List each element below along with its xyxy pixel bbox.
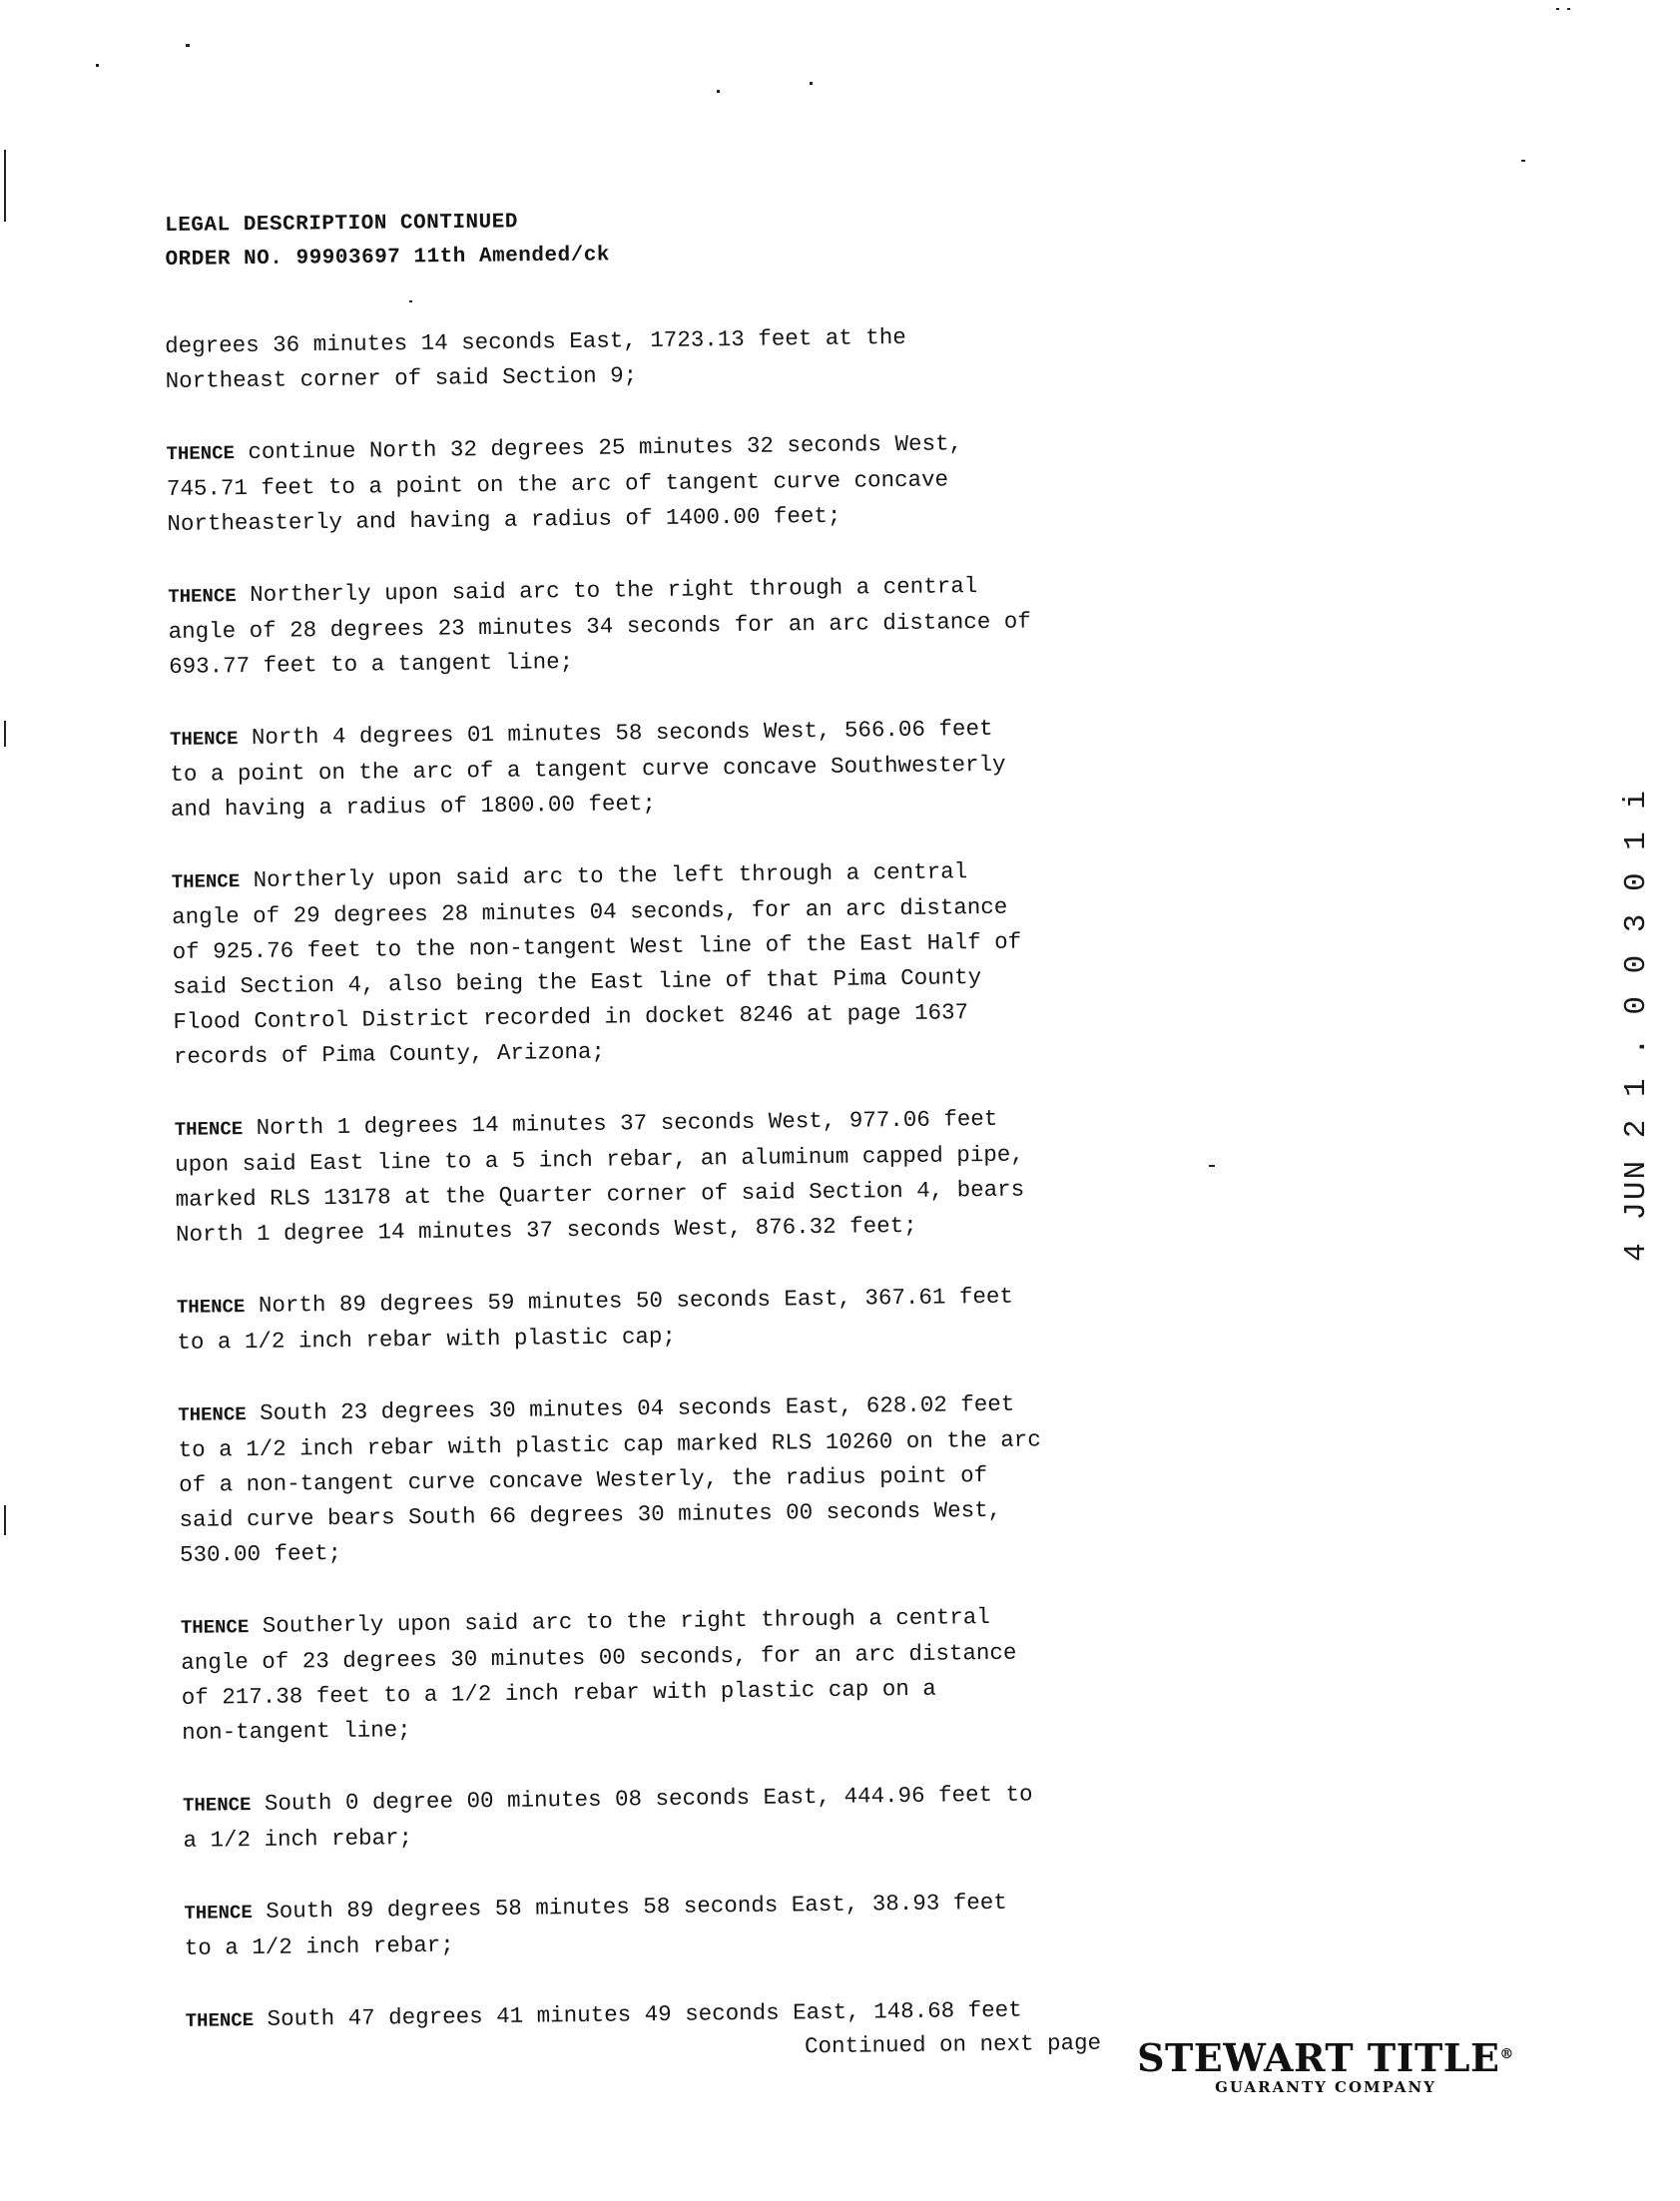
scan-speck bbox=[186, 44, 190, 47]
text-line: and having a radius of 1800.00 feet; bbox=[170, 791, 657, 823]
paragraph bbox=[166, 423, 1225, 542]
registered-mark: ® bbox=[1499, 2046, 1514, 2062]
text-line: said Section 4, also being the East line of that Pima County bbox=[172, 964, 982, 1000]
text-line: Flood Control District recorded in docket 8246 at page 1637 bbox=[173, 999, 969, 1035]
paragraph bbox=[184, 1883, 1243, 1966]
thence-keyword: THENCE bbox=[185, 2009, 255, 2032]
thence-keyword: THENCE bbox=[176, 1296, 246, 1319]
scan-speck bbox=[717, 90, 720, 93]
logo-name bbox=[1116, 2036, 1535, 2080]
text-line: said curve bears South 66 degrees 30 minutes 00 seconds West, bbox=[179, 1496, 1002, 1533]
paragraph bbox=[168, 566, 1227, 685]
text-line: angle of 23 degrees 30 minutes 00 seconds, for an arc distance bbox=[181, 1639, 1017, 1676]
text-line: of 217.38 feet to a 1/2 inch rebar with plastic cap on a bbox=[181, 1675, 936, 1711]
recording-stamp: 4 JUN 2 1 . 0 0 3 0 1 i bbox=[1619, 789, 1654, 1262]
thence-keyword: THENCE bbox=[178, 1403, 247, 1426]
text-line: to a point on the arc of a tangent curve concave Southwesterly bbox=[170, 751, 1006, 788]
line-text: South 47 degrees 41 minutes 49 seconds East, 148.68 feet bbox=[253, 1996, 1022, 2033]
line-text: North 4 degrees 01 minutes 58 seconds West, 566.06 feet bbox=[238, 715, 993, 752]
margin-line bbox=[4, 150, 6, 222]
text-line: marked RLS 13178 at the Quarter corner of said Section 4, bears bbox=[175, 1176, 1025, 1213]
text-line: 530.00 feet; bbox=[179, 1539, 342, 1568]
line-text: South 0 degree 00 minutes 08 seconds East, 444.96 feet to bbox=[251, 1781, 1033, 1818]
continued-note: Continued on next page bbox=[804, 2029, 1102, 2060]
legal-description-body bbox=[165, 316, 1244, 2072]
thence-keyword: THENCE bbox=[168, 585, 237, 608]
line-text: North 1 degrees 14 minutes 37 seconds West, 977.06 feet bbox=[243, 1105, 998, 1142]
text-line: angle of 29 degrees 28 minutes 04 seconds, for an arc distance bbox=[172, 893, 1008, 930]
paragraph bbox=[177, 1277, 1236, 1361]
text-line: 693.77 feet to a tangent line; bbox=[168, 649, 574, 680]
text-line: North 1 degree 14 minutes 37 seconds West, 876.32 feet; bbox=[175, 1212, 917, 1248]
paragraph bbox=[185, 1990, 1244, 2072]
line-text: South 23 degrees 30 minutes 04 seconds East, 628.02 feet bbox=[246, 1390, 1015, 1427]
company-logo bbox=[1116, 2036, 1535, 2096]
thence-keyword: THENCE bbox=[180, 1616, 250, 1639]
line-text: Northerly upon said arc to the left through a central bbox=[240, 858, 968, 894]
scan-speck bbox=[1567, 8, 1570, 10]
paragraph bbox=[181, 1597, 1241, 1751]
margin-line bbox=[4, 1505, 6, 1535]
text-line: of 925.76 feet to the non-tangent West line of the East Half of bbox=[172, 928, 1022, 965]
paragraph bbox=[170, 709, 1229, 827]
text-line: to a 1/2 inch rebar with plastic cap; bbox=[177, 1323, 677, 1356]
line-text: Northerly upon said arc to the right through a central bbox=[236, 573, 978, 609]
paragraph bbox=[165, 316, 1224, 399]
thence-keyword: THENCE bbox=[166, 442, 236, 465]
paragraph bbox=[175, 1099, 1235, 1253]
text-line: 745.71 feet to a point on the arc of tangent curve concave bbox=[166, 466, 949, 502]
text-line: angle of 28 degrees 23 minutes 34 seconds for an arc distance of bbox=[168, 608, 1031, 645]
text-line: to a 1/2 inch rebar; bbox=[184, 1931, 455, 1961]
line-text: continue North 32 degrees 25 minutes 32 seconds West, bbox=[234, 430, 963, 466]
header-title: LEGAL DESCRIPTION CONTINUED bbox=[165, 211, 519, 238]
line-text: South 89 degrees 58 minutes 58 seconds East, 38.93 feet bbox=[252, 1889, 1008, 1926]
document-header bbox=[165, 205, 610, 277]
text-line: Northeasterly and having a radius of 1400.00 feet; bbox=[167, 502, 841, 537]
text-line: to a 1/2 inch rebar with plastic cap marked RLS 10260 on the arc bbox=[178, 1426, 1041, 1463]
scan-speck bbox=[1556, 8, 1559, 10]
thence-keyword: THENCE bbox=[182, 1794, 252, 1817]
thence-keyword: THENCE bbox=[184, 1902, 253, 1925]
line-text: Southerly upon said arc to the right through a central bbox=[249, 1603, 991, 1640]
logo-wordmark: STEWART TITLE bbox=[1137, 2035, 1500, 2080]
scan-speck bbox=[409, 300, 412, 302]
text-line: records of Pima County, Arizona; bbox=[173, 1038, 606, 1070]
text-line: Northeast corner of said Section 9; bbox=[165, 362, 638, 394]
text-line: of a non-tangent curve concave Westerly, the radius point of bbox=[178, 1462, 988, 1498]
logo-subtitle: GUARANTY COMPANY bbox=[1215, 2078, 1436, 2096]
line-text: North 89 degrees 59 minutes 50 seconds East, 367.61 feet bbox=[245, 1283, 1014, 1320]
margin-line bbox=[4, 721, 6, 747]
scan-speck bbox=[96, 64, 99, 67]
thence-keyword: THENCE bbox=[174, 1118, 244, 1141]
text-line: a 1/2 inch rebar; bbox=[183, 1825, 413, 1854]
order-number: ORDER NO. 99903697 11th Amended/ck bbox=[165, 244, 611, 272]
paragraph bbox=[183, 1775, 1242, 1859]
paragraph bbox=[178, 1384, 1238, 1573]
thence-keyword: THENCE bbox=[171, 870, 241, 893]
text-line: upon said East line to a 5 inch rebar, an aluminum capped pipe, bbox=[175, 1141, 1024, 1178]
thence-keyword: THENCE bbox=[169, 728, 239, 751]
text-line: non-tangent line; bbox=[182, 1717, 411, 1746]
scan-speck bbox=[1521, 160, 1525, 162]
paragraph bbox=[172, 851, 1232, 1075]
text-line: degrees 36 minutes 14 seconds East, 1723.13 feet at the bbox=[165, 323, 906, 359]
scan-speck bbox=[810, 82, 813, 85]
